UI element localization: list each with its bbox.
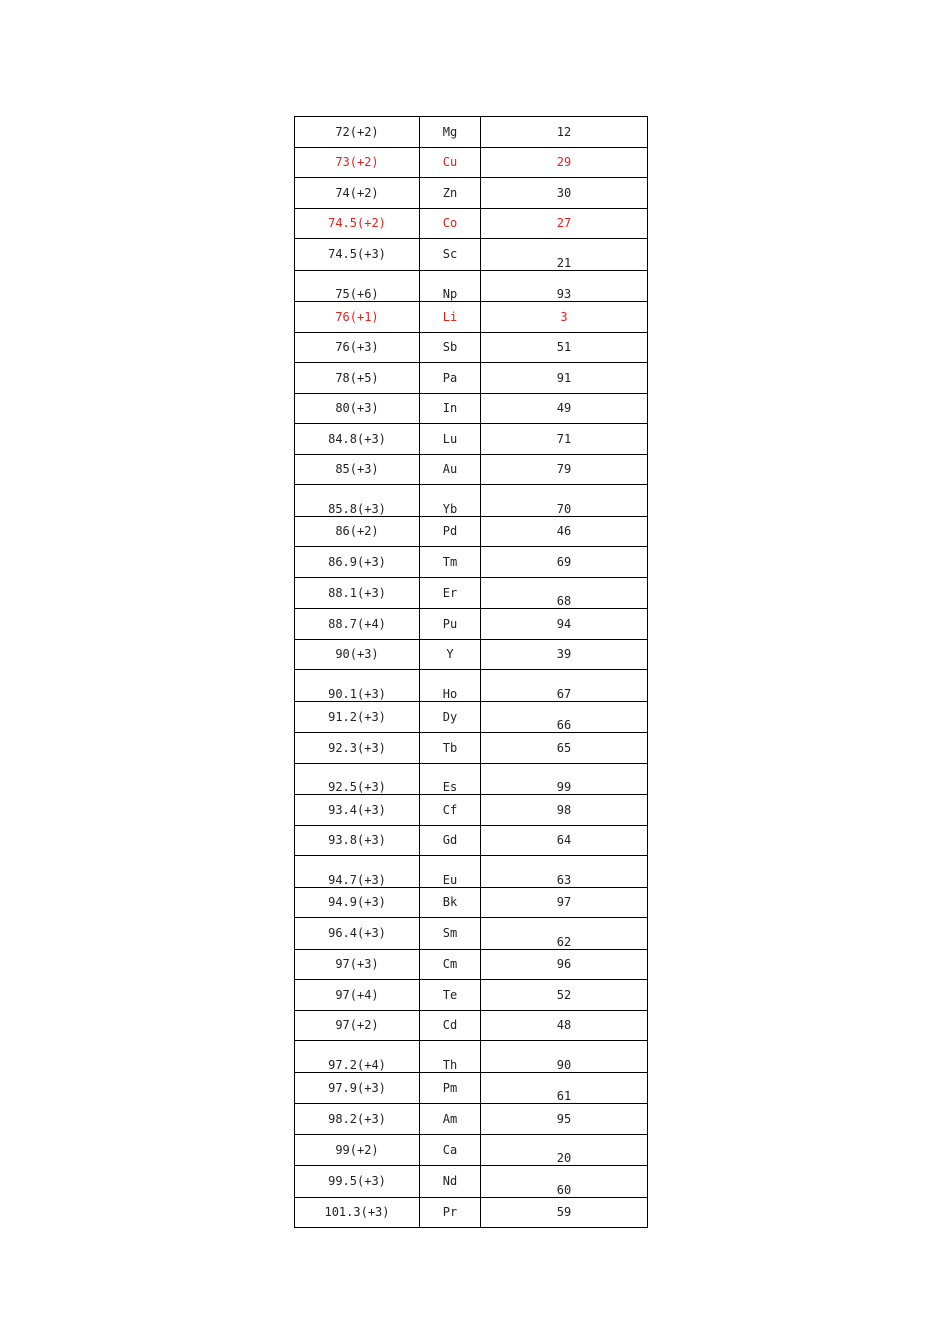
table-row xyxy=(295,639,648,670)
atomic-number-cell: 52 xyxy=(481,980,648,1011)
element-symbol-cell: Mg xyxy=(420,117,481,148)
element-symbol-cell: Sc xyxy=(420,239,481,271)
radius-cell: 76(+3) xyxy=(295,332,420,363)
element-symbol-cell: Cm xyxy=(420,949,481,980)
atomic-number-cell: 69 xyxy=(481,547,648,578)
element-symbol-cell: Pm xyxy=(420,1072,481,1104)
element-symbol-cell: Y xyxy=(420,639,481,670)
atomic-number-cell: 90 xyxy=(481,1041,648,1073)
atomic-number-cell: 62 xyxy=(481,918,648,950)
radius-cell: 85(+3) xyxy=(295,454,420,485)
table-row xyxy=(295,825,648,856)
radius-cell: 101.3(+3) xyxy=(295,1197,420,1228)
element-symbol-cell: Lu xyxy=(420,424,481,455)
atomic-number-cell: 93 xyxy=(481,270,648,302)
table-row xyxy=(295,332,648,363)
radius-cell: 97(+4) xyxy=(295,980,420,1011)
element-symbol-cell: Co xyxy=(420,208,481,239)
table-body xyxy=(295,117,648,1228)
element-symbol-cell: Te xyxy=(420,980,481,1011)
table-row xyxy=(295,795,648,826)
atomic-number-cell: 48 xyxy=(481,1010,648,1041)
radius-cell: 99(+2) xyxy=(295,1134,420,1166)
table-row xyxy=(295,302,648,333)
atomic-number-cell: 30 xyxy=(481,178,648,209)
table-row xyxy=(295,270,648,302)
atomic-number-cell: 97 xyxy=(481,887,648,918)
radius-cell: 97.9(+3) xyxy=(295,1072,420,1104)
element-symbol-cell: Cu xyxy=(420,147,481,178)
radius-cell: 94.7(+3) xyxy=(295,856,420,888)
table-row xyxy=(295,208,648,239)
atomic-number-cell: 67 xyxy=(481,670,648,702)
radius-cell: 94.9(+3) xyxy=(295,887,420,918)
radius-cell: 97.2(+4) xyxy=(295,1041,420,1073)
element-symbol-cell: Tb xyxy=(420,733,481,764)
radius-cell: 96.4(+3) xyxy=(295,918,420,950)
atomic-number-cell: 70 xyxy=(481,485,648,517)
radius-cell: 86.9(+3) xyxy=(295,547,420,578)
atomic-number-cell: 39 xyxy=(481,639,648,670)
table-row xyxy=(295,1134,648,1166)
radius-cell: 90.1(+3) xyxy=(295,670,420,702)
atomic-number-cell: 64 xyxy=(481,825,648,856)
atomic-number-cell: 21 xyxy=(481,239,648,271)
element-symbol-cell: Th xyxy=(420,1041,481,1073)
atomic-number-cell: 71 xyxy=(481,424,648,455)
radius-cell: 75(+6) xyxy=(295,270,420,302)
atomic-number-cell: 98 xyxy=(481,795,648,826)
atomic-number-cell: 66 xyxy=(481,701,648,733)
element-symbol-cell: Gd xyxy=(420,825,481,856)
atomic-number-cell: 49 xyxy=(481,393,648,424)
radius-cell: 74.5(+2) xyxy=(295,208,420,239)
table-row xyxy=(295,239,648,271)
element-symbol-cell: Pd xyxy=(420,516,481,547)
atomic-number-cell: 59 xyxy=(481,1197,648,1228)
table-row xyxy=(295,1166,648,1198)
table-row xyxy=(295,454,648,485)
radius-cell: 74.5(+3) xyxy=(295,239,420,271)
table-row xyxy=(295,1104,648,1135)
radius-cell: 76(+1) xyxy=(295,302,420,333)
table-row xyxy=(295,117,648,148)
radius-cell: 93.4(+3) xyxy=(295,795,420,826)
atomic-number-cell: 65 xyxy=(481,733,648,764)
radius-cell: 91.2(+3) xyxy=(295,701,420,733)
atomic-number-cell: 29 xyxy=(481,147,648,178)
table-row xyxy=(295,1010,648,1041)
radius-cell: 84.8(+3) xyxy=(295,424,420,455)
atomic-number-cell: 3 xyxy=(481,302,648,333)
ionic-radius-table xyxy=(294,116,648,1228)
atomic-number-cell: 60 xyxy=(481,1166,648,1198)
atomic-number-cell: 96 xyxy=(481,949,648,980)
radius-cell: 88.7(+4) xyxy=(295,609,420,640)
table-row xyxy=(295,147,648,178)
element-symbol-cell: Ca xyxy=(420,1134,481,1166)
atomic-number-cell: 99 xyxy=(481,763,648,795)
element-symbol-cell: In xyxy=(420,393,481,424)
radius-cell: 74(+2) xyxy=(295,178,420,209)
radius-cell: 90(+3) xyxy=(295,639,420,670)
element-symbol-cell: Dy xyxy=(420,701,481,733)
element-symbol-cell: Pr xyxy=(420,1197,481,1228)
radius-cell: 73(+2) xyxy=(295,147,420,178)
table-row xyxy=(295,424,648,455)
element-symbol-cell: Sm xyxy=(420,918,481,950)
element-symbol-cell: Au xyxy=(420,454,481,485)
atomic-number-cell: 68 xyxy=(481,577,648,609)
table-row xyxy=(295,393,648,424)
element-symbol-cell: Zn xyxy=(420,178,481,209)
element-symbol-cell: Li xyxy=(420,302,481,333)
element-symbol-cell: Nd xyxy=(420,1166,481,1198)
table-row xyxy=(295,609,648,640)
radius-cell: 78(+5) xyxy=(295,363,420,394)
radius-cell: 85.8(+3) xyxy=(295,485,420,517)
table-row xyxy=(295,178,648,209)
element-symbol-cell: Cd xyxy=(420,1010,481,1041)
table-row xyxy=(295,763,648,795)
element-symbol-cell: Tm xyxy=(420,547,481,578)
element-symbol-cell: Pa xyxy=(420,363,481,394)
element-symbol-cell: Bk xyxy=(420,887,481,918)
radius-cell: 86(+2) xyxy=(295,516,420,547)
element-symbol-cell: Eu xyxy=(420,856,481,888)
table-row xyxy=(295,701,648,733)
table-row xyxy=(295,363,648,394)
table-row xyxy=(295,980,648,1011)
radius-cell: 72(+2) xyxy=(295,117,420,148)
atomic-number-cell: 63 xyxy=(481,856,648,888)
atomic-number-cell: 91 xyxy=(481,363,648,394)
table-row xyxy=(295,856,648,888)
element-symbol-cell: Cf xyxy=(420,795,481,826)
radius-cell: 88.1(+3) xyxy=(295,577,420,609)
radius-cell: 92.3(+3) xyxy=(295,733,420,764)
element-symbol-cell: Ho xyxy=(420,670,481,702)
radius-cell: 80(+3) xyxy=(295,393,420,424)
table-row xyxy=(295,547,648,578)
table-row xyxy=(295,887,648,918)
radius-cell: 93.8(+3) xyxy=(295,825,420,856)
table-row xyxy=(295,485,648,517)
atomic-number-cell: 27 xyxy=(481,208,648,239)
table-row xyxy=(295,516,648,547)
element-symbol-cell: Pu xyxy=(420,609,481,640)
radius-cell: 99.5(+3) xyxy=(295,1166,420,1198)
element-symbol-cell: Sb xyxy=(420,332,481,363)
element-symbol-cell: Np xyxy=(420,270,481,302)
table-row xyxy=(295,670,648,702)
table-row xyxy=(295,733,648,764)
radius-cell: 92.5(+3) xyxy=(295,763,420,795)
atomic-number-cell: 94 xyxy=(481,609,648,640)
element-symbol-cell: Es xyxy=(420,763,481,795)
atomic-number-cell: 20 xyxy=(481,1134,648,1166)
table-row xyxy=(295,1197,648,1228)
atomic-number-cell: 61 xyxy=(481,1072,648,1104)
element-symbol-cell: Am xyxy=(420,1104,481,1135)
radius-cell: 98.2(+3) xyxy=(295,1104,420,1135)
atomic-number-cell: 95 xyxy=(481,1104,648,1135)
atomic-number-cell: 51 xyxy=(481,332,648,363)
element-symbol-cell: Yb xyxy=(420,485,481,517)
radius-cell: 97(+3) xyxy=(295,949,420,980)
atomic-number-cell: 12 xyxy=(481,117,648,148)
table-row xyxy=(295,577,648,609)
atomic-number-cell: 46 xyxy=(481,516,648,547)
table-row xyxy=(295,1072,648,1104)
element-symbol-cell: Er xyxy=(420,577,481,609)
table-row xyxy=(295,918,648,950)
atomic-number-cell: 79 xyxy=(481,454,648,485)
table-row xyxy=(295,1041,648,1073)
radius-cell: 97(+2) xyxy=(295,1010,420,1041)
table-row xyxy=(295,949,648,980)
